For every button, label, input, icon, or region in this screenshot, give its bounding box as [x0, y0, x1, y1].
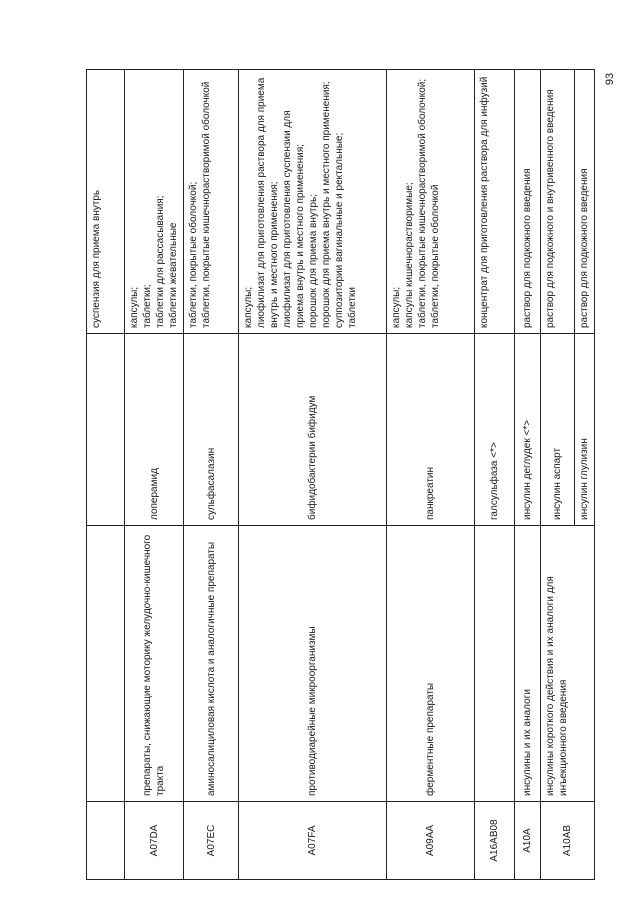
dosage-forms-cell	[541, 70, 575, 334]
drug-cell: панкреатин	[387, 334, 475, 526]
dosage-form-line: таблетки, покрытые оболочкой	[430, 184, 441, 328]
dosage-form-line: порошок для приема внутрь;	[308, 193, 319, 328]
drug-cell: сульфасалазин	[184, 334, 239, 526]
drug-cell: инсулин аспарт	[541, 334, 575, 526]
dosage-forms-cell	[184, 70, 239, 334]
dosage-form-line: капсулы;	[243, 286, 254, 328]
group-cell: инсулины короткого действия и их аналоги для инъекционного введения	[541, 526, 595, 802]
rotated-table-wrapper	[86, 70, 590, 880]
drug-cell	[87, 334, 125, 526]
dosage-form-line: раствор для подкожного введения	[522, 168, 533, 328]
dosage-form-line: суппозитории вагинальные и ректальные;	[334, 132, 345, 328]
group-cell	[87, 526, 125, 802]
table-row	[387, 70, 475, 880]
atc-code-cell: A09AA	[387, 802, 475, 880]
dosage-form-line: таблетки жевательные	[168, 222, 179, 328]
atc-code-cell: A10AB	[541, 802, 595, 880]
dosage-forms-cell	[387, 70, 475, 334]
dosage-forms-cell	[475, 70, 515, 334]
atc-code-cell: A07FA	[239, 802, 387, 880]
table-row	[125, 70, 184, 880]
dosage-form-line: лиофилизат для приготовления раствора для приема внутрь и местного применения;	[256, 77, 280, 328]
drug-list-table	[86, 69, 595, 880]
group-cell: инсулины и их аналоги	[515, 526, 541, 802]
table-row	[475, 70, 515, 880]
dosage-form-line: концентрат для приготовления раствора для инфузий	[479, 76, 490, 328]
dosage-form-line: капсулы кишечнорастворимые;	[404, 182, 415, 328]
table-row	[87, 70, 125, 880]
dosage-form-line: раствор для подкожного и внутривенного введения	[545, 89, 556, 328]
page-number: 93	[604, 72, 616, 86]
dosage-form-line: суспензия для приема внутрь	[91, 189, 102, 328]
dosage-form-line: порошок для приема внутрь и местного применения;	[321, 81, 332, 328]
drug-cell: бифидобактерии бифидум	[239, 334, 387, 526]
dosage-form-line: таблетки, покрытые оболочкой;	[188, 181, 199, 328]
table-row	[239, 70, 387, 880]
dosage-form-line: капсулы;	[391, 286, 402, 328]
table-row	[184, 70, 239, 880]
group-cell: ферментные препараты	[387, 526, 475, 802]
dosage-form-line: раствор для подкожного введения	[579, 168, 590, 328]
table-row	[541, 70, 575, 880]
group-cell	[475, 526, 515, 802]
atc-code-cell: A10A	[515, 802, 541, 880]
atc-code-cell	[87, 802, 125, 880]
dosage-form-line: таблетки	[347, 287, 358, 328]
dosage-form-line: таблетки, покрытые кишечнорастворимой оболочкой;	[417, 78, 428, 328]
dosage-forms-cell	[515, 70, 541, 334]
group-cell: аминосалициловая кислота и аналогичные препараты	[184, 526, 239, 802]
dosage-forms-cell	[239, 70, 387, 334]
dosage-form-line: таблетки, покрытые кишечнорастворимой оболочкой	[201, 81, 212, 328]
dosage-form-line: таблетки;	[142, 284, 153, 328]
dosage-form-line: лиофилизат для приготовления суспензии для приема внутрь и местного применения;	[282, 110, 306, 328]
dosage-forms-cell	[575, 70, 595, 334]
atc-code-cell: A07EC	[184, 802, 239, 880]
atc-code-cell: A07DA	[125, 802, 184, 880]
dosage-forms-cell	[87, 70, 125, 334]
drug-cell: инсулин деглудек <*>	[515, 334, 541, 526]
table-row	[515, 70, 541, 880]
drug-cell: инсулин глулизин	[575, 334, 595, 526]
atc-code-cell: A16AB08	[475, 802, 515, 880]
dosage-form-line: таблетки для рассасывания;	[155, 195, 166, 328]
dosage-form-line: капсулы;	[129, 286, 140, 328]
group-cell: препараты, снижающие моторику желудочно-кишечного тракта	[125, 526, 184, 802]
group-cell: противодиарейные микроорганизмы	[239, 526, 387, 802]
drug-cell: лоперамид	[125, 334, 184, 526]
dosage-forms-cell	[125, 70, 184, 334]
drug-cell: галсульфаза <*>	[475, 334, 515, 526]
